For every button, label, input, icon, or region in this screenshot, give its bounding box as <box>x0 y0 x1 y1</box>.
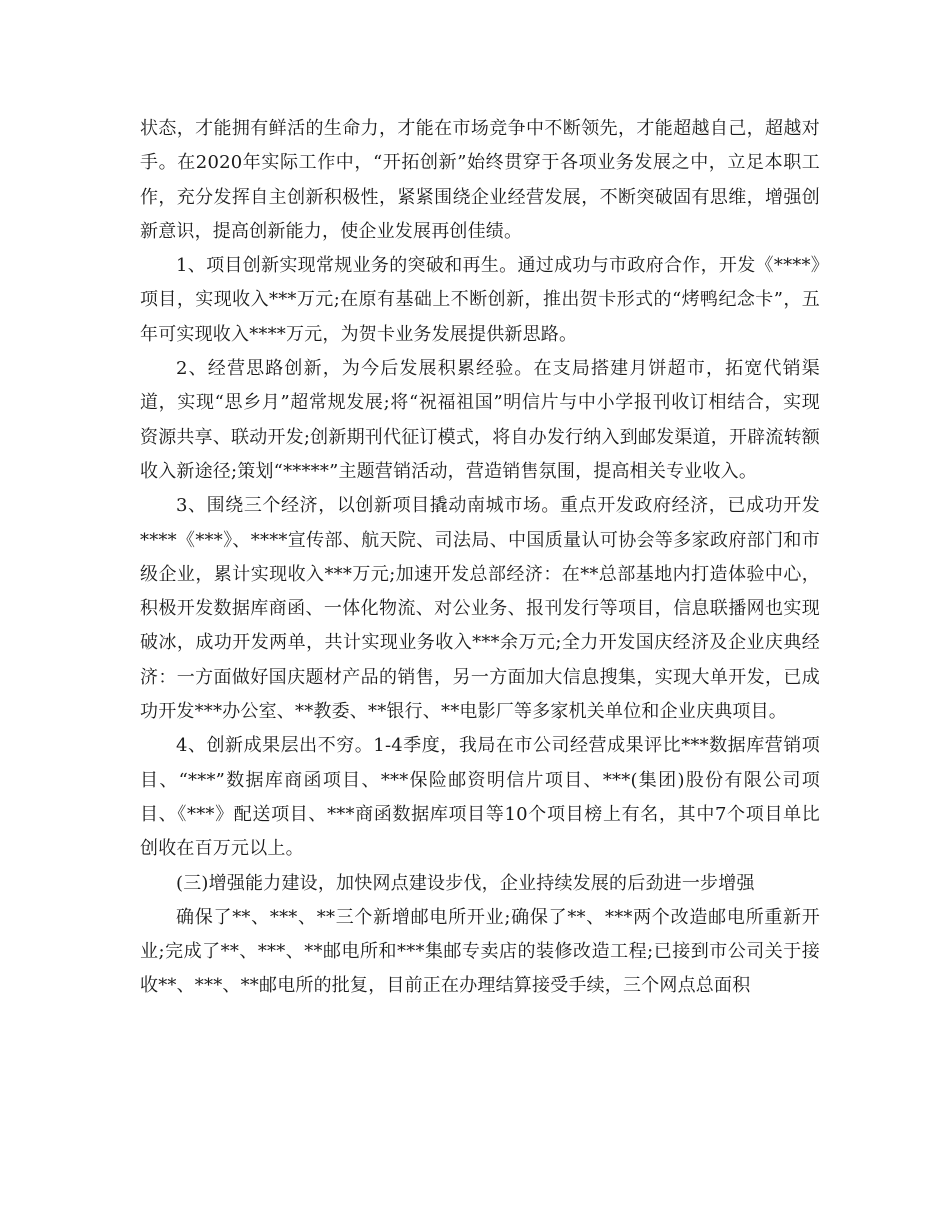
section-heading: (三)增强能力建设，加快网点建设步伐，企业持续发展的后劲进一步增强 <box>176 872 755 894</box>
paragraph-item-3: 3、围绕三个经济，以创新项目撬动南城市场。重点开发政府经济，已成功开发****《***》、****宣传部、航天院、司法局、中国质量认可协会等多家政府部门和市级企业，累计实现收入***万元;加速开发总部经济：在**总部基地内打造体验中心，积极开发数据库商函、一体化物流、对公业务、报刊发行等项目，信息联播网也实现破冰，成功开发两单，共计实现业务收入***余万元;全力开发国庆经济及企业庆典经济：一方面做好国庆题材产品的销售，另一方面加大信息搜集，实现大单开发，已成功开发***办公室、**教委、**银行、**电影厂等多家机关单位和企业庆典项目。 <box>140 495 820 723</box>
paragraph-item-1: 1、项目创新实现常规业务的突破和再生。通过成功与市政府合作，开发《****》项目，实现收入***万元;在原有基础上不断创新，推出贺卡形式的“烤鸭纪念卡”，五年可实现收入****万元，为贺卡业务发展提供新思路。 <box>140 255 820 345</box>
paragraph-outlets: 确保了**、***、**三个新增邮电所开业;确保了**、***两个改造邮电所重新开业;完成了**、***、**邮电所和***集邮专卖店的装修改造工程;已接到市公司关于接收**、***、**邮电所的批复，目前正在办理结算接受手续，三个网点总面积 <box>140 906 820 997</box>
document-body <box>140 112 820 1004</box>
paragraph-item-4: 4、创新成果层出不穷。1-4季度，我局在市公司经营成果评比***数据库营销项目、“***”数据库商函项目、***保险邮资明信片项目、***(集团)股份有限公司项目、《***》配送项目、***商函数据库项目等10个项目榜上有名，其中7个项目单比创收在百万元以上。 <box>140 735 820 860</box>
paragraph-continuation: 状态，才能拥有鲜活的生命力，才能在市场竞争中不断领先，才能超越自己，超越对手。在2020年实际工作中，“开拓创新”始终贯穿于各项业务发展之中，立足本职工作，充分发挥自主创新积极性，紧紧围绕企业经营发展，不断突破固有思维，增强创新意识，提高创新能力，使企业发展再创佳绩。 <box>140 118 820 242</box>
paragraph-item-2: 2、经营思路创新，为今后发展积累经验。在支局搭建月饼超市，拓宽代销渠道，实现“思乡月”超常规发展;将“祝福祖国”明信片与中小学报刊收订相结合，实现资源共享、联动开发;创新期刊代征订模式，将自办发行纳入到邮发渠道，开辟流转额收入新途径;策划“*****”主题营销活动，营造销售氛围，提高相关专业收入。 <box>140 358 820 482</box>
